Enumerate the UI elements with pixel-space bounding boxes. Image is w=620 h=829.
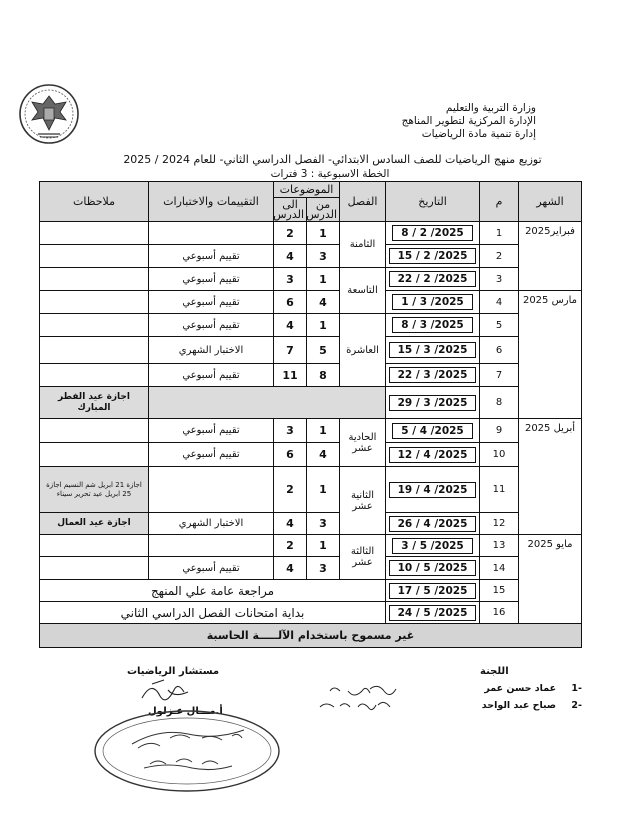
row-number: 11 [480,467,519,513]
committee-label: اللجنة [480,666,509,677]
assessment-cell: تقييم أسبوعي [149,291,274,314]
from-lesson-cell: 8 [307,364,340,387]
row-date [386,364,480,387]
date-value: 2025/ 4 / 19 [389,482,477,498]
row-date [386,337,480,364]
row-date [386,467,480,513]
header-unit: الفصل [340,182,386,222]
to-lesson-cell: 2 [274,535,307,557]
row-date [386,419,480,443]
review-cell: مراجعة عامة علي المنهج [40,580,386,602]
table-row [40,337,582,364]
assessment-cell: الاختبار الشهري [149,337,274,364]
from-lesson-cell: 1 [307,419,340,443]
from-lesson-cell: 1 [307,268,340,291]
date-value: 2025/ 3 / 29 [389,395,477,411]
date-value: 2025/ 3 / 8 [392,317,473,333]
header-assessments: التقييمات والاختبارات [149,182,274,222]
from-lesson-cell: 3 [307,557,340,580]
assessment-cell: تقييم أسبوعي [149,364,274,387]
assessment-cell [149,222,274,245]
from-lesson-cell: 1 [307,314,340,337]
table-row [40,245,582,268]
eagle-emblem-icon [18,82,80,146]
table-row [40,580,582,602]
assessment-cell: تقييم أسبوعي [149,245,274,268]
to-lesson-cell: 6 [274,443,307,467]
row-number: 8 [480,387,519,419]
date-value: 2025/ 2 / 8 [392,225,473,241]
from-lesson-cell: 1 [307,222,340,245]
from-lesson-cell: 3 [307,513,340,535]
month-cell: فبراير2025 [519,222,582,291]
from-lesson-cell: 1 [307,467,340,513]
document-title: توزيع منهج الرياضيات للصف السادس الابتدائي- الفصل الدراسي الثاني- للعام 2024 / 2025 [123,153,542,166]
unit-cell: الثالثة عشر [340,535,386,580]
to-lesson-cell: 11 [274,364,307,387]
header-number: م [480,182,519,222]
to-lesson-cell: 2 [274,467,307,513]
table-row [40,419,582,443]
assessment-cell: الاختبار الشهري [149,513,274,535]
month-cell: مارس 2025 [519,291,582,419]
note-cell [40,557,149,580]
member-index: -1 [571,683,582,694]
row-date [386,443,480,467]
row-number: 5 [480,314,519,337]
table-row [40,387,582,419]
to-lesson-cell: 4 [274,513,307,535]
row-number: 4 [480,291,519,314]
advisor-name: أ.مـــال عـزلول [148,706,223,717]
unit-cell: التاسعة [340,268,386,314]
table-row [40,314,582,337]
month-cell: أبريل 2025 [519,419,582,535]
assessment-cell: تقييم أسبوعي [149,314,274,337]
official-stamp-icon [92,708,282,794]
from-lesson-cell: 4 [307,443,340,467]
header-topics: الموضوعات [274,182,340,198]
row-number: 14 [480,557,519,580]
ministry-line: الإدارة المركزية لتطوير المناهج [401,115,536,127]
date-value: 2025/ 4 / 5 [392,423,473,439]
review-cell: بداية امتحانات الفصل الدراسي الثاني [40,602,386,624]
row-number: 3 [480,268,519,291]
committee-member [482,700,582,711]
to-lesson-cell: 4 [274,245,307,268]
assessment-cell: تقييم أسبوعي [149,443,274,467]
to-lesson-cell: 4 [274,314,307,337]
to-lesson-cell: 4 [274,557,307,580]
table-row [40,443,582,467]
row-date [386,245,480,268]
row-number: 6 [480,337,519,364]
unit-cell: الثانية عشر [340,467,386,535]
advisor-signature-icon [132,676,202,706]
advisor-label: مستشار الرياضيات [127,666,220,677]
note-cell [40,222,149,245]
ministry-line: وزارة التربية والتعليم [445,102,536,114]
assessment-cell [149,467,274,513]
row-date [386,291,480,314]
row-date [386,314,480,337]
row-date [386,513,480,535]
note-cell: اجازة 21 ابريل شم النسيم اجازة 25 ابريل عيد تحرير سيناء [40,467,149,513]
date-value: 2025/ 5 / 24 [389,605,477,621]
date-value: 2025/ 4 / 26 [389,516,477,532]
unit-cell: الثامنة [340,222,386,268]
month-cell: مايو 2025 [519,535,582,624]
date-value: 2025/ 3 / 1 [392,294,473,310]
table-row [40,268,582,291]
from-lesson-cell: 3 [307,245,340,268]
to-lesson-cell: 7 [274,337,307,364]
table-footer [40,624,582,648]
row-number: 7 [480,364,519,387]
note-cell [40,314,149,337]
row-date [386,535,480,557]
date-value: 2025/ 3 / 22 [389,367,477,383]
row-number: 15 [480,580,519,602]
row-date [386,268,480,291]
note-cell [40,535,149,557]
unit-cell: العاشرة [340,314,386,387]
note-cell: اجازة عيد الفطر المبارك [40,387,149,419]
to-lesson-cell: 2 [274,222,307,245]
member-name: صباح عبد الواحد [481,700,557,711]
row-date [386,222,480,245]
member-index: -2 [571,700,582,711]
handwritten-signature-icon [300,679,410,717]
from-lesson-cell: 1 [307,535,340,557]
table-row [40,513,582,535]
assessment-cell [149,535,274,557]
table-row [40,291,582,314]
row-number: 2 [480,245,519,268]
date-value: 2025/ 3 / 15 [389,342,477,358]
row-number: 13 [480,535,519,557]
ministry-line: إدارة تنمية مادة الرياضيات [421,128,536,140]
to-lesson-cell: 3 [274,419,307,443]
holiday-blank-cell [149,387,386,419]
note-cell [40,443,149,467]
to-lesson-cell: 3 [274,268,307,291]
date-value: 2025/ 5 / 17 [389,583,477,599]
row-number: 1 [480,222,519,245]
header-to-lesson: الى الدرس [274,198,307,222]
row-number: 10 [480,443,519,467]
table-row [40,467,582,513]
header-month: الشهر [519,182,582,222]
note-cell [40,419,149,443]
assessment-cell: تقييم أسبوعي [149,268,274,291]
table-row [40,602,582,624]
row-date [386,557,480,580]
row-date [386,602,480,624]
curriculum-table [39,181,582,648]
note-cell [40,245,149,268]
table-row [40,535,582,557]
table-row [40,222,582,245]
note-cell [40,268,149,291]
assessment-cell: تقييم أسبوعي [149,419,274,443]
row-date [386,580,480,602]
row-number: 16 [480,602,519,624]
header-date: التاريخ [386,182,480,222]
ministry-header [402,102,536,141]
date-value: 2025/ 2 / 15 [389,248,477,264]
row-number: 12 [480,513,519,535]
member-name: عماد حسن عمر [484,683,557,694]
from-lesson-cell: 5 [307,337,340,364]
assessment-cell: تقييم أسبوعي [149,557,274,580]
date-value: 2025/ 5 / 10 [389,560,477,576]
date-value: 2025/ 5 / 3 [392,538,473,554]
note-cell: اجازة عيد العمال [40,513,149,535]
row-date [386,387,480,419]
header-from-lesson: من الدرس [307,198,340,222]
note-cell [40,364,149,387]
to-lesson-cell: 6 [274,291,307,314]
unit-cell: الحادية عشر [340,419,386,467]
committee-member [484,683,582,694]
table-row [40,557,582,580]
row-number: 9 [480,419,519,443]
from-lesson-cell: 4 [307,291,340,314]
note-cell [40,337,149,364]
table-row [40,364,582,387]
document-subtitle: الخطة الاسبوعية : 3 فترات [270,168,390,180]
note-cell [40,291,149,314]
date-value: 2025/ 4 / 12 [389,447,477,463]
date-value: 2025/ 2 / 22 [389,271,477,287]
header-notes: ملاحظات [40,182,149,222]
calculator-notice: غير مسموح باستخدام الآلـــــة الحاسبة [40,624,582,648]
